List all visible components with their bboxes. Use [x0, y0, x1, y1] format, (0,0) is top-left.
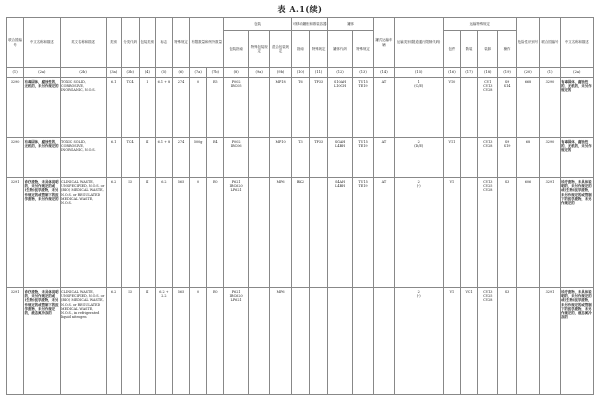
cell-transport-category: 1 (C/E)	[394, 78, 443, 138]
header-portable-tank: 可移动罐柜和散装容器	[291, 18, 327, 31]
column-number: (4)	[139, 68, 155, 78]
cell-excepted: E5	[207, 78, 224, 138]
header-labels: 标志	[155, 18, 172, 68]
cell-vehicle: AT	[374, 178, 394, 288]
cell-un-no: 3291	[7, 178, 24, 288]
header-pt-special: 特殊规定	[310, 31, 328, 68]
cell-tank-code: S10AH L10CH	[328, 78, 353, 138]
cell-tank-special: TU15 TE19	[352, 178, 373, 288]
cell-special-provisions: 274	[172, 138, 189, 178]
cell-un-no-2: 3291	[540, 288, 560, 395]
cell-labels: 6.2 + 2.2	[155, 288, 172, 395]
column-number: (3a)	[106, 68, 121, 78]
cell-special-provisions: 565	[172, 288, 189, 395]
cell-class: 6.1	[106, 78, 121, 138]
column-number: (18)	[478, 68, 498, 78]
header-cn-name-2: 中文名称和描述	[560, 18, 593, 68]
cell-hazard-id	[516, 288, 540, 395]
header-ts-operation: 操作	[498, 31, 516, 68]
column-number: (2a)	[560, 68, 593, 78]
cell-ts-package: V1	[443, 178, 460, 288]
column-number: (17)	[460, 68, 477, 78]
cell-pt-special	[310, 288, 328, 395]
cell-ts-bulk	[460, 178, 477, 288]
cell-cn-name-2: 诊疗废物，未具体说明的，未另作规定的或(生物)医学废物，未另作规定的或管制下的医学废物，未另作规定的	[560, 178, 593, 288]
cell-pt-instruction: T3	[291, 138, 309, 178]
header-special-provisions: 特殊规定	[172, 18, 189, 68]
cell-ts-package: V1	[443, 288, 460, 395]
header-packing: 包装	[224, 18, 291, 31]
cell-cn-name-2: 诊疗废物，未具体说明的，未另作规定的或(生物)医学废物，未另作规定的或管制下的医学废物，未另作规定的，液态氮冷冻的	[560, 288, 593, 395]
table-row	[7, 138, 594, 178]
cell-hazard-id: 606	[516, 178, 540, 288]
cell-pt-special	[310, 178, 328, 288]
header-en-name: 英文名称和描述	[60, 18, 106, 68]
cell-limited: 0	[190, 288, 207, 395]
header-limited-excepted: 有限数量和例外数量	[190, 18, 224, 68]
cell-tank-code: SGAH L4BH	[328, 138, 353, 178]
cell-en-name: TOXIC SOLID, CORROSIVE, INORGANIC, N.O.S.	[60, 138, 106, 178]
header-tank: 罐体	[328, 18, 374, 31]
cell-tank-special: TU15 TE19	[352, 78, 373, 138]
cell-pack-group: Ⅱ	[139, 138, 155, 178]
cell-tank-code: S4AH L4BH	[328, 178, 353, 288]
header-tank-special: 特殊规定	[352, 31, 373, 68]
cell-ts-operation: S9 S19	[498, 138, 516, 178]
cell-packing-instruction: P002 IBC06	[224, 138, 249, 178]
cell-transport-category: 2 (-)	[394, 288, 443, 395]
cell-cn-name: 有毒固体，腐蚀性的，无机的，未另作规定的	[24, 78, 60, 138]
cell-ts-operation: S3	[498, 178, 516, 288]
column-number: (15)	[394, 68, 443, 78]
cell-packing-instruction: P621 IBC620 LP621	[224, 288, 249, 395]
cell-vehicle	[374, 288, 394, 395]
cell-pack-group: Ⅱ	[139, 288, 155, 395]
cell-un-no-2: 3290	[540, 138, 560, 178]
column-number: (20)	[516, 68, 540, 78]
dangerous-goods-table	[6, 17, 594, 395]
column-number: (7a)	[190, 68, 207, 78]
cell-vehicle: AT	[374, 78, 394, 138]
cell-transport-category: 2 (-)	[394, 178, 443, 288]
cell-hazard-id: 68	[516, 138, 540, 178]
header-packing-instruction: 包装指南	[224, 31, 249, 68]
cell-tank-special: TU15 TE19	[352, 138, 373, 178]
cell-pt-instruction	[291, 288, 309, 395]
cell-un-no-2: 3290	[540, 78, 560, 138]
cell-excepted: E0	[207, 178, 224, 288]
column-number: (9a)	[248, 68, 269, 78]
column-number: (2a)	[24, 68, 60, 78]
cell-ts-package: V11	[443, 138, 460, 178]
cell-ts-bulk	[460, 138, 477, 178]
cell-excepted: E0	[207, 288, 224, 395]
column-number: (9b)	[270, 68, 291, 78]
cell-cn-name: 诊疗废物，未具体说明的，未另作规定的或(生物)医学废物，未另作规定的或管制下的医学废物，未另作规定的，液态氮冷冻的	[24, 288, 60, 395]
cell-pt-special: TP33	[310, 78, 328, 138]
column-number: (8)	[224, 68, 249, 78]
cell-special-packing	[248, 178, 269, 288]
cell-pt-special: TP33	[310, 138, 328, 178]
cell-ts-operation: S3	[498, 288, 516, 395]
cell-ts-package: V10	[443, 78, 460, 138]
cell-class: 6.1	[106, 138, 121, 178]
cell-ts-bulk	[460, 78, 477, 138]
cell-packing-instruction: P002 IBC05	[224, 78, 249, 138]
cell-pt-instruction: T6	[291, 78, 309, 138]
cell-mixed-packing: MP10	[270, 138, 291, 178]
table-row	[7, 78, 594, 138]
header-pt-instruction: 指南	[291, 31, 309, 68]
cell-en-name: CLINICAL WASTE, UNSPECIFIED, N.O.S. or (BIO) MEDICAL WASTE, N.O.S. or REGULATED MEDICAL WASTE, N.O.S., in refrigerated liquid nitrogen	[60, 288, 106, 395]
cell-pt-instruction: BK2	[291, 178, 309, 288]
cell-labels: 6.1 + 8	[155, 78, 172, 138]
column-number: (3b)	[121, 68, 139, 78]
header-ts-bulk: 散装	[460, 31, 477, 68]
cell-pack-group: Ⅱ	[139, 178, 155, 288]
cell-special-provisions: 274	[172, 78, 189, 138]
column-number: (14)	[374, 68, 394, 78]
header-tank-code: 罐体代码	[328, 31, 353, 68]
cell-un-no: 3291	[7, 288, 24, 395]
cell-class: 6.2	[106, 288, 121, 395]
column-number: (11)	[310, 68, 328, 78]
cell-ts-bulk: VC1	[460, 288, 477, 395]
cell-ts-loading: CV13 CV25 CV28	[478, 178, 498, 288]
cell-cn-name: 诊疗废物，未具体说明的，未另作规定的或(生物)医学废物，未另作规定的或管制下的医学废物，未另作规定的	[24, 178, 60, 288]
cell-pack-group: Ⅰ	[139, 78, 155, 138]
cell-limited: 0	[190, 78, 207, 138]
cell-vehicle: AT	[374, 138, 394, 178]
header-un-no: 联合国编号	[7, 18, 24, 68]
cell-class-code: TC4	[121, 78, 139, 138]
cell-special-packing	[248, 288, 269, 395]
header-cn-name: 中文名称和描述	[24, 18, 60, 68]
column-number: (1)	[540, 68, 560, 78]
header-mixed-packing: 混合包装规定	[270, 31, 291, 68]
header-class-code: 分类代码	[121, 18, 139, 68]
cell-un-no-2: 3291	[540, 178, 560, 288]
cell-limited: 500g	[190, 138, 207, 178]
cell-special-packing	[248, 138, 269, 178]
cell-class-code: TC4	[121, 138, 139, 178]
table-row	[7, 288, 594, 395]
cell-class-code: I3	[121, 178, 139, 288]
cell-mixed-packing: MP18	[270, 78, 291, 138]
header-transport-special: 运输特殊规定	[443, 18, 516, 31]
cell-ts-loading: CV1 CV13 CV28	[478, 78, 498, 138]
column-number: (13)	[352, 68, 373, 78]
header-special-packing: 特殊包装规定	[248, 31, 269, 68]
table-title: 表 A.1(续)	[277, 4, 323, 14]
header-hazard-id: 危险性识别号	[516, 18, 540, 68]
cell-labels: 6.1 + 8	[155, 138, 172, 178]
column-number: (10)	[291, 68, 309, 78]
header-class: 类别	[106, 18, 121, 68]
header-pack-group: 包装类别	[139, 18, 155, 68]
cell-limited: 0	[190, 178, 207, 288]
cell-ts-loading: CV13 CV28	[478, 138, 498, 178]
cell-un-no: 3290	[7, 138, 24, 178]
header-ts-loading: 装卸	[478, 31, 498, 68]
cell-un-no: 3290	[7, 78, 24, 138]
cell-labels: 6.2	[155, 178, 172, 288]
cell-cn-name: 有毒固体，腐蚀性的，无机的，未另作规定的	[24, 138, 60, 178]
cell-packing-instruction: P621 IBC620 LP621	[224, 178, 249, 288]
cell-en-name: TOXIC SOLID, CORROSIVE, INORGANIC, N.O.S.	[60, 78, 106, 138]
cell-en-name: CLINICAL WASTE, UNSPECIFIED, N.O.S. or (BIO) MEDICAL WASTE, N.O.S. or REGULATED MEDICAL WASTE, N.O.S.	[60, 178, 106, 288]
cell-special-provisions: 565	[172, 178, 189, 288]
column-number: (1)	[7, 68, 24, 78]
cell-tank-code	[328, 288, 353, 395]
cell-tank-special	[352, 288, 373, 395]
cell-class: 6.2	[106, 178, 121, 288]
cell-class-code: I3	[121, 288, 139, 395]
table-row	[7, 178, 594, 288]
cell-cn-name-2: 有毒固体，腐蚀性的，无机的，未另作规定的	[560, 138, 593, 178]
column-number: (2b)	[60, 68, 106, 78]
column-number: (12)	[328, 68, 353, 78]
cell-mixed-packing: MP6	[270, 288, 291, 395]
column-number: (6)	[172, 68, 189, 78]
column-number: (19)	[498, 68, 516, 78]
header-transport-category: 运输类别(隧道通行限制代码)	[394, 18, 443, 68]
cell-excepted: E4	[207, 138, 224, 178]
cell-mixed-packing: MP6	[270, 178, 291, 288]
header-vehicle: 罐式运输车辆	[374, 18, 394, 68]
cell-ts-operation: S9 S14	[498, 78, 516, 138]
column-number: (7b)	[207, 68, 224, 78]
cell-transport-category: 2 (D/E)	[394, 138, 443, 178]
cell-special-packing	[248, 78, 269, 138]
column-number: (16)	[443, 68, 460, 78]
cell-cn-name-2: 有毒固体，腐蚀性的，无机的，未另作规定的	[560, 78, 593, 138]
cell-hazard-id: 668	[516, 78, 540, 138]
header-un-no-2: 联合国编号	[540, 18, 560, 68]
cell-ts-loading: CV13 CV25 CV28	[478, 288, 498, 395]
header-ts-package: 包件	[443, 31, 460, 68]
column-number-row	[7, 68, 594, 78]
column-number: (5)	[155, 68, 172, 78]
